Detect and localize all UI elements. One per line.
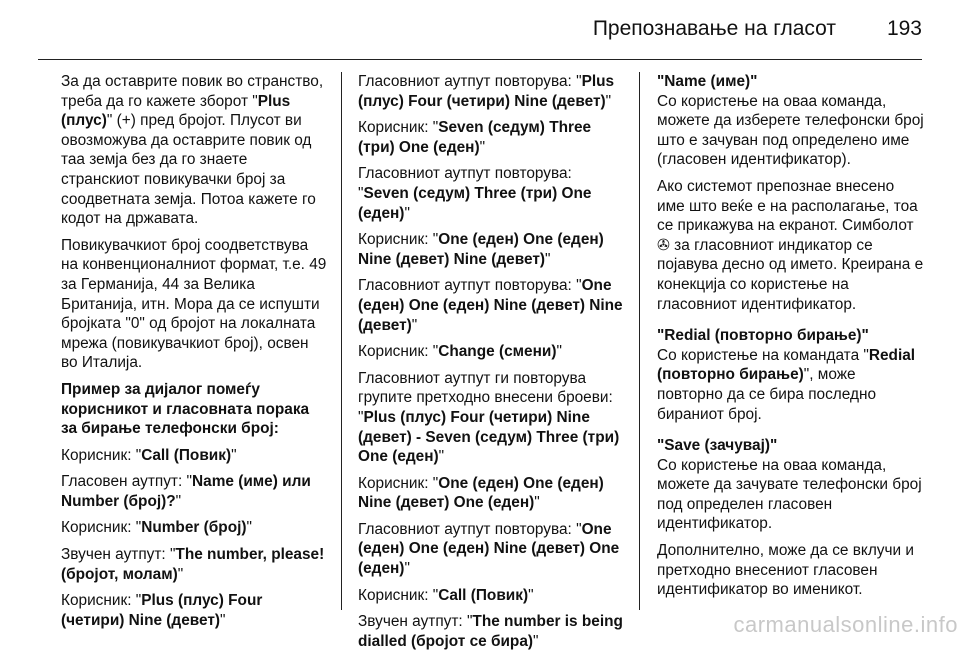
column-2	[358, 72, 626, 658]
column-divider-1	[341, 72, 342, 610]
dialog-line: Корисник: "Call (Повик)"	[358, 586, 534, 604]
dialog-line: Гласовен аутпут: "Name (име) или Number (број)?"	[61, 473, 311, 510]
dialog-line: Корисник: "Plus (плус) Four (четири) Nine (девет)"	[61, 592, 263, 629]
dialog-line: Корисник: "One (еден) One (еден) Nine (девет) Nine (девет)"	[358, 231, 604, 268]
paragraph: Дополнително, може да се вклучи и претходно внесениот гласовен идентификатор во именикот.	[657, 542, 914, 599]
section-heading-save: "Save (зачувај)"	[657, 437, 778, 455]
column-3	[657, 72, 925, 607]
dialog-line: Гласовниот аутпут повторува: "One (еден) One (еден) Nine (девет) Nine (девет)"	[358, 277, 623, 334]
dialog-line: Корисник: "One (еден) One (еден) Nine (девет) One (еден)"	[358, 474, 604, 512]
dialog-line: Корисник: "Seven (седум) Three (три) One (еден)"	[358, 119, 592, 156]
page-header	[0, 0, 960, 58]
dialog-line: Корисник: "Number (број)"	[61, 519, 252, 537]
dialog-line: Корисник: "Change (смени)"	[358, 343, 562, 361]
section-heading-redial: "Redial (повторно бирање)"	[657, 327, 869, 345]
paragraph: Со користење на командата "Redial (повторно бирање)", може повторно да се бира последно бираниот број.	[657, 346, 916, 423]
paragraph: За да оставрите повик во странство, треба да го кажете зборот "Plus (плус)" (+) пред бројот. Плусот ви овозможува да оставрите повик од таа земја без да го знаете странскиот повикувачки број за соодветната земја. Потоа кажете го кодот на државата.	[61, 73, 324, 228]
voice-tag-icon: ✇	[657, 236, 670, 254]
header-divider	[38, 59, 922, 60]
dialog-line: Корисник: "Call (Повик)"	[61, 446, 237, 464]
paragraph: Ако системот препознае внесено име што веќе е на располагање, тоа се прикажува на екранот. Симболот ✇ за гласовниот индикатор се појавува десно од името. Креирана е конекција со користење на гласовниот идентификатор.	[657, 177, 924, 313]
dialog-line: Звучен аутпут: "The number, please! (бројот, молам)"	[61, 546, 325, 583]
paragraph: Со користење на оваа команда, можете да зачувате телефонски број под определен гласовен идентификатор.	[657, 456, 922, 533]
dialog-line: Звучен аутпут: "The number is being dialled (бројот се бира)"	[358, 613, 623, 650]
dialog-line: Гласовниот аутпут ги повторува групите претходно внесени броеви: "Plus (плус) Four (четири) Nine (девет) - Seven (седум) Three (три) One (еден)"	[358, 369, 620, 466]
dialog-line: Гласовниот аутпут повторува: "Plus (плус) Four (четири) Nine (девет)"	[358, 73, 615, 110]
paragraph: Со користење на оваа команда, можете да изберете телефонски број што е зачуван под определено име (гласовен идентификатор).	[657, 92, 924, 169]
column-1	[61, 72, 327, 637]
dialog-line: Гласовниот аутпут повторува: "One (еден) One (еден) Nine (девет) One (еден)"	[358, 520, 620, 578]
column-divider-2	[639, 72, 640, 610]
page-number: 193	[886, 17, 922, 40]
paragraph: Повикувачкиот број соодветствува на конвенционалниот формат, т.е. 49 за Германија, 44 за Велика Британија, итн. Мора да се испушти бројката "0" од бројот на локалната мрежа (повикувачкиот број), освен во Италија.	[61, 236, 327, 372]
page-title: Препознавање на гласот	[592, 17, 836, 40]
dialog-line: Гласовниот аутпут повторува: "Seven (седум) Three (три) One (еден)"	[358, 165, 592, 222]
watermark: carmanualsonline.info	[733, 612, 958, 637]
section-heading-name: "Name (име)"	[657, 73, 758, 90]
dialog-heading: Пример за дијалог помеѓу корисникот и гласовната порака за бирање телефонски број:	[61, 380, 310, 438]
